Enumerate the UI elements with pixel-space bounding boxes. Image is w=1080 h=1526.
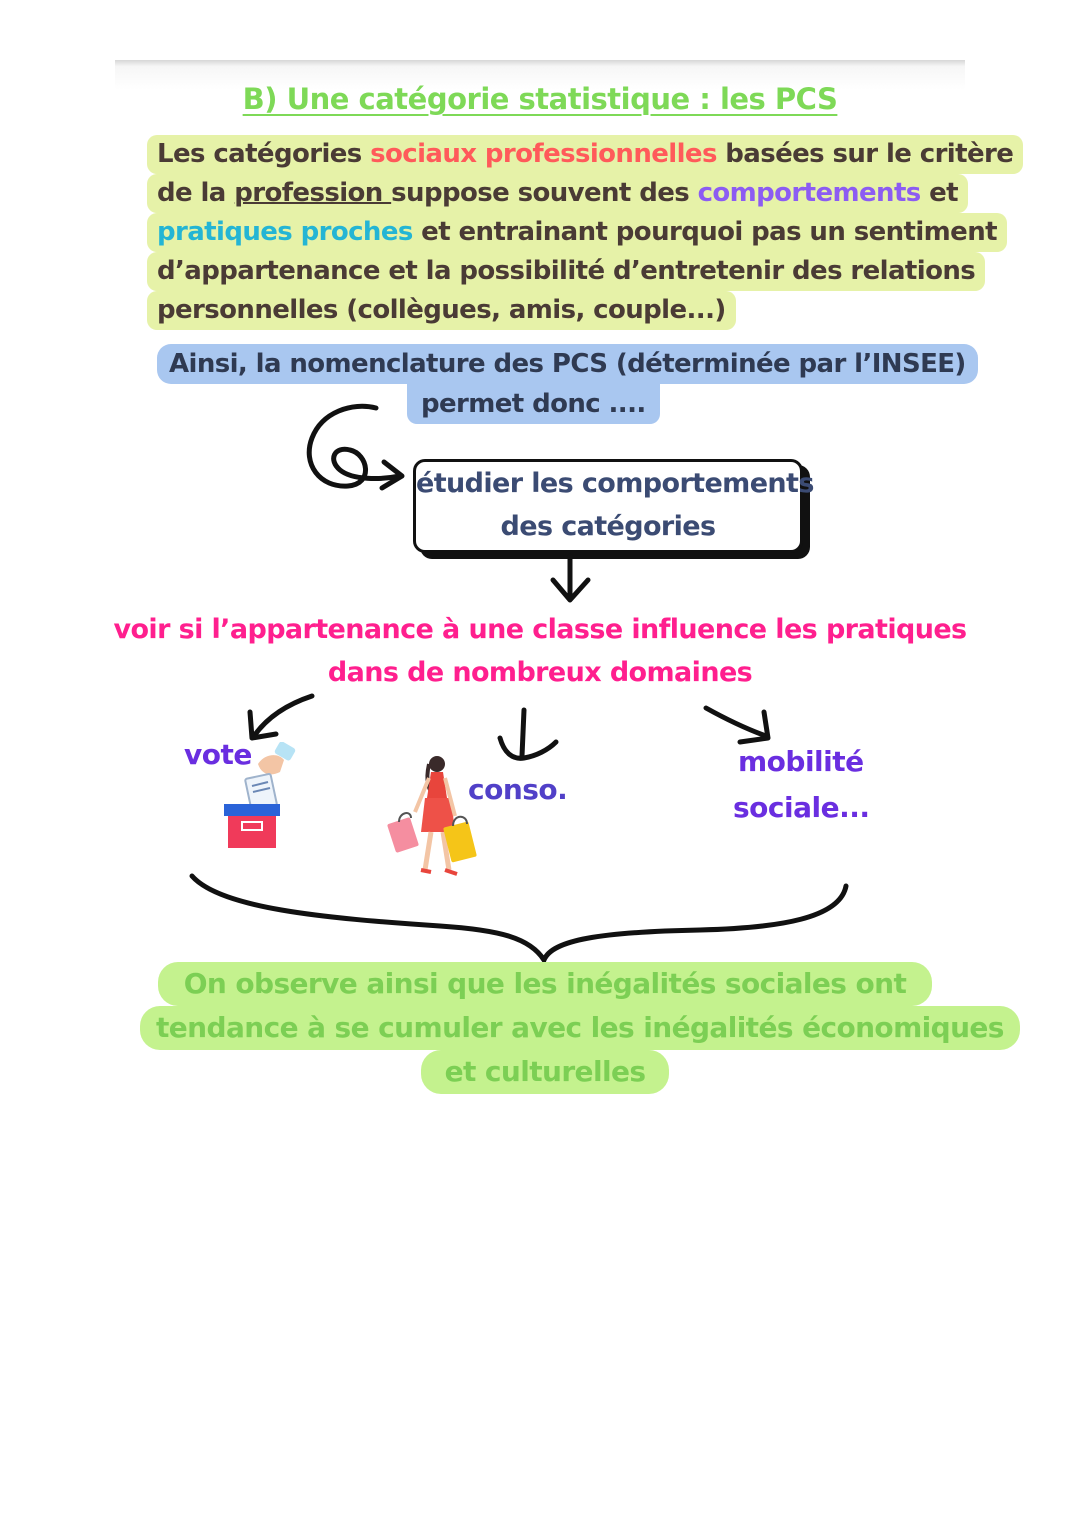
curl-arrow-icon [300, 398, 410, 498]
curly-brace-icon [180, 868, 860, 968]
para-text: Les catégories [157, 139, 371, 169]
conclusion-line-1: On observe ainsi que les inégalités sociales ont [158, 962, 933, 1006]
term-pratiques-proches: pratiques proches [157, 217, 413, 247]
para-line-1 [147, 135, 1023, 174]
ainsi-line-1: Ainsi, la nomenclature des PCS (déterminée par l’INSEE) [157, 344, 978, 384]
para-text: suppose souvent des [391, 178, 698, 208]
study-behaviours-box [413, 459, 814, 553]
conclusion-line-2: tendance à se cumuler avec les inégalités économiques [140, 1006, 1020, 1050]
down-arrow-icon [545, 552, 595, 604]
conso-label: conso. [468, 773, 568, 806]
vote-label: vote [184, 738, 252, 771]
para-line-4: d’appartenance et la possibilité d’entretenir des relations [147, 252, 985, 291]
arrow-to-mobility-icon [700, 700, 776, 750]
para-text: et [920, 178, 958, 208]
mobility-label-line-1: mobilité [738, 745, 864, 778]
term-profession: profession [234, 178, 392, 208]
conclusion-line-3: et culturelles [421, 1050, 670, 1094]
term-socio-professional: sociaux professionnelles [370, 139, 717, 169]
definition-paragraph [147, 135, 1014, 330]
ainsi-line-2: permet donc .... [407, 384, 660, 424]
para-text: basées sur le critère [716, 139, 1014, 169]
shopping-woman-icon [385, 752, 481, 882]
conclusion-block [140, 962, 1004, 1094]
section-title: B) Une catégorie statistique : les PCS [242, 82, 838, 116]
arrow-to-conso-icon [494, 706, 564, 766]
influence-line-1: voir si l’appartenance à une classe influence les pratiques [113, 614, 967, 645]
box-line-2: des catégories [500, 511, 716, 542]
term-comportements: comportements [697, 178, 921, 208]
influence-line-2: dans de nombreux domaines [327, 657, 753, 688]
para-line-5: personnelles (collègues, amis, couple...) [147, 291, 736, 330]
mobility-label-line-2: sociale... [733, 791, 870, 824]
para-text: et entrainant pourquoi pas un sentiment [412, 217, 997, 247]
para-text: de la [157, 178, 235, 208]
arrow-to-vote-icon [240, 690, 320, 746]
box-line-1: étudier les comportements [416, 468, 814, 499]
para-line-2 [147, 174, 968, 213]
ballot-box-icon [218, 742, 302, 852]
para-line-3 [147, 213, 1007, 252]
